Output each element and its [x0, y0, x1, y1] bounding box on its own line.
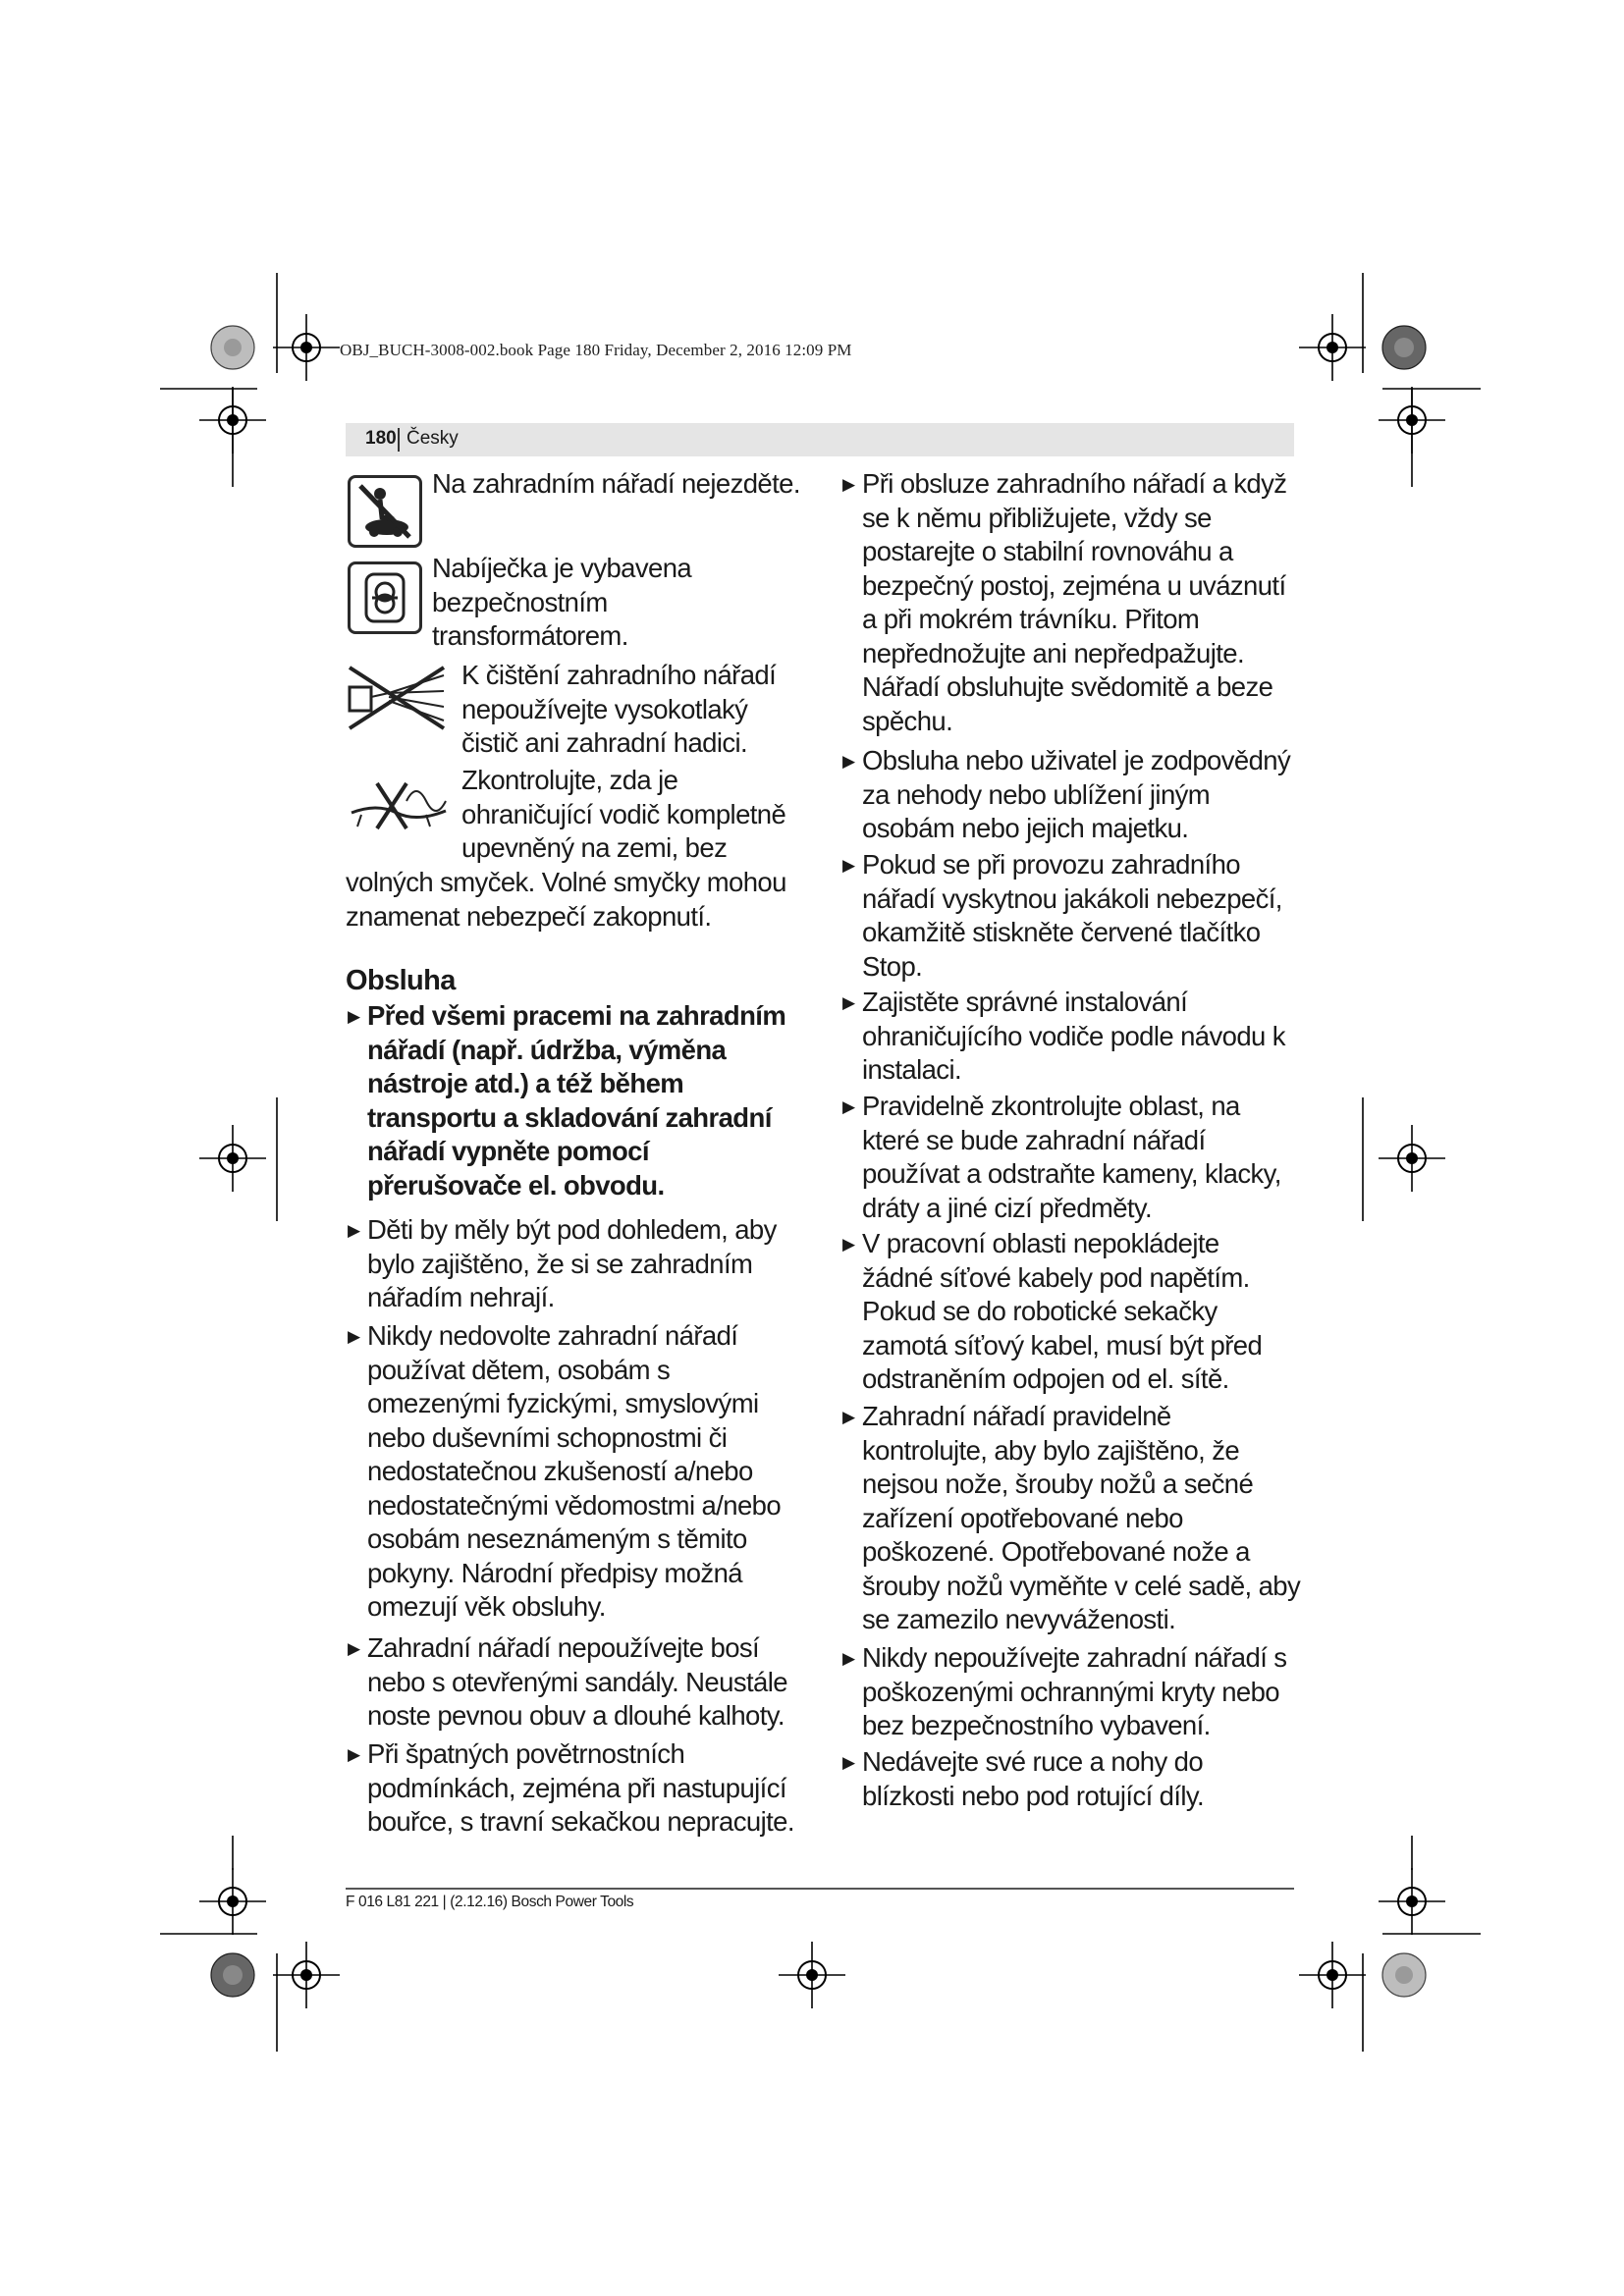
bullet-item: ▶ Nedávejte své ruce a nohy do blízkosti nebo pod rotující díly.	[842, 1745, 1204, 1813]
left-column	[346, 467, 807, 1842]
bullet-item: ▶ Pravidelně zkontrolujte oblast, na které se bude zahradní nářadí používat a odstraňte kameny, klacky, dráty a jiné cizí předměty.	[842, 1090, 1281, 1225]
bullet-item: ▶ Zajistěte správné instalování ohraničujícího vodiče podle návodu k instalaci.	[842, 986, 1285, 1088]
symbol-text-cleaning: K čištění zahradního nářadí nepoužívejte vysokotlaký čistič ani zahradní hadici.	[461, 660, 777, 758]
symbol-text-no-riding: Na zahradním nářadí nejezděte.	[432, 468, 800, 499]
footer-rule	[346, 1888, 1294, 1890]
bullet-item: ▶ Nikdy nedovolte zahradní nářadí používat dětem, osobám s omezenými fyzickými, smyslovými nebo duševními schopnostmi či nedostatečnou zkušeností a/nebo nedostatečnými vědomostmi a/nebo osobám neseznámeným s těmito pokyny. Národní předpisy možná omezují věk obsluhy.	[348, 1319, 781, 1625]
bullet-item: ▶ Zahradní nářadí nepoužívejte bosí nebo s otevřenými sandály. Neustále noste pevnou obuv a dlouhé kalhoty.	[348, 1631, 787, 1734]
footer-text: F 016 L81 221 | (2.12.16) Bosch Power Tools	[346, 1894, 634, 1910]
bullet-item: ▶ Obsluha nebo uživatel je zodpovědný za nehody nebo ublížení jiným osobám nebo jejich majetku.	[842, 744, 1290, 846]
page-header-divider	[398, 428, 400, 452]
no-high-pressure-cleaner-icon	[346, 664, 456, 741]
bullet-item: ▶ Děti by měly být pod dohledem, aby bylo zajištěno, že si se zahradním nářadím nehrají.	[348, 1213, 777, 1315]
bullet-item: ▶ Pokud se při provozu zahradního nářadí vyskytnou jakákoli nebezpečí, okamžitě stiskněte červené tlačítko Stop.	[842, 848, 1282, 984]
no-riding-on-tool-icon	[348, 475, 422, 548]
page-number: 180	[365, 428, 397, 449]
bullet-item: ▶ Před všemi pracemi na zahradním nářadí (např. údržba, výměna nástroje atd.) a též během transportu a skladování zahradní nářadí vypněte pomocí přerušovače el. obvodu.	[348, 999, 785, 1202]
bullet-item: ▶ Zahradní nářadí pravidelně kontrolujte, aby bylo zajištěno, že nejsou nože, šrouby nožů a sečné zařízení opotřebované nebo poškozené. Opotřebované nože a šrouby nožů vyměňte v celé sadě, aby se zamezilo nevyváženosti.	[842, 1400, 1300, 1637]
bullet-item: ▶ Při obsluze zahradního nářadí a když se k němu přibližujete, vždy se postarejte o stabilní rovnováhu a bezpečný postoj, zejména u uváznutí a při mokrém trávníku. Přitom nepřednožujte ani nepředpažujte. Nářadí obsluhujte svědomitě a beze spěchu.	[842, 467, 1286, 738]
bullet-item: ▶ V pracovní oblasti nepokládejte žádné síťové kabely pod napětím. Pokud se do robotické sekačky zamotá síťový kabel, musí být před odstraněním odpojen od el. sítě.	[842, 1227, 1262, 1397]
page-header-bar	[346, 423, 1294, 456]
symbol-text-wire-check: Zkontrolujte, zda je ohraničující vodič kompletně upevněný na zemi, bez	[461, 765, 786, 863]
section-title-obsluha: Obsluha	[346, 965, 456, 996]
right-column	[842, 467, 1304, 1842]
symbol-text-wire-check-continuation: volných smyček. Volné smyčky mohou znamenat nebezpečí zakopnutí.	[346, 867, 786, 932]
boundary-wire-check-icon	[348, 772, 456, 849]
bullet-item: ▶ Nikdy nepoužívejte zahradní nářadí s poškozenými ochrannými kryty nebo bez bezpečnostního vybavení.	[842, 1641, 1286, 1743]
print-header: OBJ_BUCH-3008-002.book Page 180 Friday, December 2, 2016 12:09 PM	[340, 341, 852, 359]
symbol-text-transformer: Nabíječka je vybavena bezpečnostním transformátorem.	[432, 553, 692, 651]
page-language: Česky	[406, 428, 459, 449]
bullet-item: ▶ Při špatných povětrnostních podmínkách, zejména při nastupující bouřce, s travní sekačkou nepracujte.	[348, 1737, 794, 1840]
safety-transformer-icon	[348, 561, 422, 634]
